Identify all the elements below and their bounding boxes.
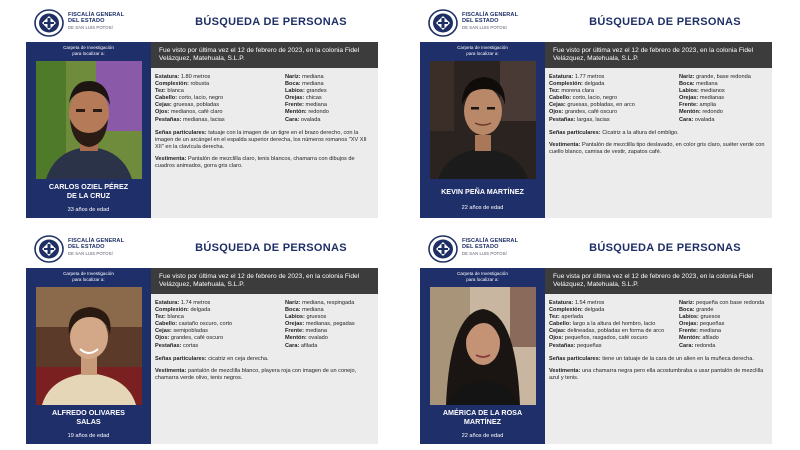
trait-value: 1.74 metros	[180, 300, 211, 306]
trait-label: Labios:	[285, 88, 305, 95]
trait-value: grandes, café oscuro	[170, 335, 224, 342]
trait-value: grande	[696, 307, 714, 314]
traits-right	[679, 74, 771, 124]
trait-label: Mentón:	[679, 335, 701, 342]
trait-menton	[679, 335, 771, 342]
card-header	[26, 232, 378, 266]
org-sub: DE SAN LUIS POTOSÍ	[462, 24, 507, 30]
trait-menton	[679, 109, 771, 116]
trait-cara	[285, 117, 377, 124]
trait-cejas	[549, 328, 677, 335]
org-line2: DEL ESTADO	[68, 244, 105, 251]
trait-value: corto, lacio, negro	[178, 95, 224, 102]
org-sub: DE SAN LUIS POTOSÍ	[68, 24, 113, 30]
person-photo	[430, 287, 536, 405]
last-seen-banner: Fue visto por última vez el 12 de febrero de 2023, en la colonia Fidel Velázquez, Matehuala, S.L.P.	[545, 42, 772, 68]
trait-label: Ojos:	[155, 335, 170, 342]
org-sub: DE SAN LUIS POTOSÍ	[462, 250, 507, 256]
trait-value: medianas, pegadas	[305, 321, 355, 328]
fiscalia-seal-icon	[34, 235, 64, 263]
trait-cabello	[155, 321, 283, 328]
trait-cejas	[155, 102, 283, 109]
trait-label: Orejas:	[679, 321, 699, 328]
trait-value: robusta	[190, 81, 210, 88]
trait-value: delineadas, pobladas en forma de arco	[567, 328, 665, 335]
trait-orejas	[679, 95, 771, 102]
senas-value: tatuaje con la imagen de un tigre en el brazo derecho, con la imagen de un arcángel en el espalda superior derecha, los números romanos "XV XII XII" en la clavícula derecha.	[155, 130, 367, 151]
description-panel	[151, 68, 378, 218]
trait-complexion	[549, 307, 677, 314]
trait-value: gruesas, pobladas	[173, 102, 220, 109]
trait-label: Cabello:	[155, 95, 178, 102]
trait-label: Nariz:	[679, 74, 695, 80]
clothing	[549, 142, 768, 156]
trait-label: Complexión:	[549, 307, 583, 314]
trait-value: largas, lacias	[577, 116, 610, 123]
vestimenta-value: Pantalón de mezclilla claro, tenis blancos, chamarra con dibujos de cuadros animados, gorra gris claro.	[155, 156, 355, 170]
trait-value: mediana	[302, 81, 324, 88]
identity-panel	[420, 42, 545, 218]
trait-value: medianos, café claro	[170, 109, 223, 116]
vestimenta-value: pantalón de mezclilla blanco, playera roja con imagen de un conejo, chamarra verde olivo, tenis negros.	[155, 368, 357, 382]
org-line1: FISCALÍA GENERAL	[462, 238, 519, 244]
trait-tez	[155, 314, 283, 321]
trait-value: grande, base redonda	[696, 74, 751, 80]
org-line2: DEL ESTADO	[68, 18, 105, 25]
identity-panel	[26, 42, 151, 218]
trait-label: Cara:	[679, 116, 694, 123]
trait-pestanas	[549, 117, 677, 124]
trait-label: Boca:	[679, 307, 695, 314]
org-name	[68, 12, 164, 31]
trait-label: Mentón:	[285, 109, 307, 116]
trait-ojos	[155, 335, 283, 342]
carpeta-line1: Carpeta de Investigación	[457, 271, 508, 276]
trait-label: Cabello:	[549, 321, 572, 328]
trait-label: Complexión:	[155, 307, 189, 314]
card-header	[420, 6, 772, 40]
trait-cabello	[549, 321, 677, 328]
person-name-line1: AMÉRICA DE LA ROSA	[442, 408, 523, 417]
traits-right	[285, 300, 377, 350]
fiscalia-seal-icon	[34, 9, 64, 37]
trait-value: medianos	[700, 88, 725, 95]
trait-estatura	[549, 300, 677, 307]
trait-pestanas	[155, 343, 283, 350]
trait-label: Orejas:	[679, 95, 699, 102]
card-title: BÚSQUEDA DE PERSONAS	[589, 242, 741, 254]
trait-label: Pestañas:	[155, 116, 182, 123]
trait-ojos	[155, 109, 283, 116]
trait-label: Complexión:	[549, 81, 583, 88]
person-name-line1: CARLOS OZIEL PÉREZ	[48, 182, 129, 191]
trait-value: largo a la altura del hombro, lacio	[572, 321, 656, 328]
trait-tez	[549, 88, 677, 95]
trait-label: Labios:	[679, 314, 699, 321]
carpeta-label	[26, 271, 151, 282]
trait-label: Frente:	[285, 328, 304, 335]
trait-label: Orejas:	[285, 95, 305, 102]
traits-left	[549, 300, 677, 350]
trait-label: Tez:	[549, 314, 560, 321]
distinguishing-marks	[549, 356, 768, 363]
trait-value: delgada	[584, 81, 605, 88]
vestimenta-label: Vestimenta:	[155, 368, 187, 374]
trait-label: Mentón:	[679, 109, 701, 116]
senas-value: Cicatriz a la altura del ombligo.	[602, 130, 679, 136]
trait-label: Tez:	[155, 314, 166, 321]
trait-label: Boca:	[285, 307, 301, 314]
trait-label: Tez:	[549, 88, 560, 95]
trait-estatura	[155, 300, 283, 307]
trait-menton	[285, 335, 377, 342]
trait-labios	[285, 314, 377, 321]
description-panel	[545, 294, 772, 444]
trait-value: mediana	[305, 102, 327, 109]
trait-value: mediana	[302, 307, 324, 314]
trait-label: Labios:	[679, 88, 699, 95]
trait-label: Estatura:	[155, 74, 180, 80]
org-sub: DE SAN LUIS POTOSÍ	[68, 250, 113, 256]
trait-value: redondo	[308, 109, 329, 116]
person-age: 33 años de edad	[67, 207, 110, 213]
trait-boca	[679, 81, 771, 88]
vestimenta-label: Vestimenta:	[549, 368, 581, 374]
trait-value: pequeñas	[699, 321, 725, 328]
missing-person-card	[26, 6, 378, 218]
trait-ojos	[549, 109, 677, 116]
org-name	[68, 238, 164, 257]
trait-value: cortas	[183, 342, 199, 349]
trait-pestanas	[549, 343, 677, 350]
trait-boca	[679, 307, 771, 314]
traits-left	[155, 300, 283, 350]
trait-frente	[285, 328, 377, 335]
card-header	[420, 232, 772, 266]
distinguishing-marks	[155, 356, 374, 363]
fiscalia-seal-icon	[428, 235, 458, 263]
org-line1: FISCALÍA GENERAL	[462, 12, 519, 18]
senas-label: Señas particulares:	[155, 130, 207, 136]
trait-label: Mentón:	[285, 335, 307, 342]
senas-label: Señas particulares:	[549, 130, 601, 136]
person-name-line2: SALAS	[76, 416, 101, 426]
identity-panel	[420, 268, 545, 444]
trait-label: Complexión:	[155, 81, 189, 88]
trait-label: Frente:	[679, 328, 698, 335]
trait-value: ovalada	[694, 116, 715, 123]
trait-menton	[285, 109, 377, 116]
trait-complexion	[155, 307, 283, 314]
trait-cara	[285, 343, 377, 350]
trait-complexion	[155, 81, 283, 88]
trait-value: amplia	[699, 102, 717, 109]
person-name	[28, 409, 149, 426]
person-name-line2: DE LA CRUZ	[66, 190, 111, 200]
trait-value: redondo	[702, 109, 723, 116]
trait-value: afilado	[702, 335, 719, 342]
trait-cejas	[155, 328, 283, 335]
trait-nariz	[285, 300, 377, 307]
distinguishing-marks	[549, 130, 768, 137]
trait-value: 1.80 metros	[180, 74, 211, 80]
trait-value: redonda	[694, 342, 716, 349]
trait-value: 1.54 metros	[574, 300, 605, 306]
trait-value: 1.77 metros	[574, 74, 605, 80]
trait-label: Nariz:	[285, 300, 301, 306]
last-seen-banner: Fue vista por última vez el 12 de febrero de 2023, en la colonia Fidel Velázquez, Matehuala, S.L.P.	[545, 268, 772, 294]
trait-tez	[155, 88, 283, 95]
last-seen-banner: Fue visto por última vez el 12 de febrero de 2023, en la colonia Fidel Velázquez, Matehuala, S.L.P.	[151, 268, 378, 294]
missing-person-card	[26, 232, 378, 444]
trait-label: Cara:	[679, 342, 694, 349]
card-title: BÚSQUEDA DE PERSONAS	[195, 16, 347, 28]
senas-label: Señas particulares:	[549, 356, 601, 362]
trait-value: gruesos	[306, 314, 327, 321]
org-name	[462, 12, 558, 31]
trait-orejas	[285, 95, 377, 102]
trait-value: medianas	[699, 95, 725, 102]
trait-value: pequeña con base redonda	[696, 300, 765, 306]
trait-label: Nariz:	[285, 74, 301, 80]
trait-label: Estatura:	[549, 74, 574, 80]
trait-label: Cabello:	[155, 321, 178, 328]
trait-label: Estatura:	[155, 300, 180, 306]
trait-value: semipobladas	[173, 328, 208, 335]
trait-value: mediana	[699, 328, 721, 335]
trait-value: gruesas, pobladas, en arco	[567, 102, 635, 109]
trait-cejas	[549, 102, 677, 109]
distinguishing-marks	[155, 130, 374, 151]
org-line2: DEL ESTADO	[462, 18, 499, 25]
person-photo	[430, 61, 536, 179]
trait-label: Cejas:	[155, 328, 172, 335]
trait-label: Tez:	[155, 88, 166, 95]
person-name-line2: MARTÍNEZ	[463, 416, 502, 426]
trait-label: Boca:	[285, 81, 301, 88]
trait-label: Cejas:	[155, 102, 172, 109]
trait-value: mediana, respingada	[302, 300, 355, 306]
description-panel	[545, 68, 772, 218]
trait-value: blanca	[167, 88, 184, 95]
description-panel	[151, 294, 378, 444]
trait-value: gruesos	[700, 314, 721, 321]
card-title: BÚSQUEDA DE PERSONAS	[589, 16, 741, 28]
trait-value: afilada	[300, 342, 318, 349]
traits-left	[549, 74, 677, 124]
trait-cabello	[155, 95, 283, 102]
trait-label: Frente:	[285, 102, 304, 109]
person-name	[422, 188, 543, 197]
card-title: BÚSQUEDA DE PERSONAS	[195, 242, 347, 254]
trait-boca	[285, 307, 377, 314]
trait-pestanas	[155, 117, 283, 124]
carpeta-line2: para localizar a:	[72, 50, 105, 56]
trait-label: Estatura:	[549, 300, 574, 306]
trait-value: aperlada	[561, 314, 584, 321]
trait-nariz	[679, 300, 771, 307]
card-header	[26, 6, 378, 40]
clothing	[549, 368, 768, 382]
trait-label: Labios:	[285, 314, 305, 321]
trait-value: pequeños, rasgados, café oscuro	[564, 335, 648, 342]
carpeta-label	[420, 45, 545, 56]
traits-right	[285, 74, 377, 124]
fiscalia-seal-icon	[428, 9, 458, 37]
trait-label: Cara:	[285, 342, 300, 349]
carpeta-line1: Carpeta de Investigación	[63, 271, 114, 276]
senas-label: Señas particulares:	[155, 356, 207, 362]
vestimenta-label: Vestimenta:	[155, 156, 187, 162]
trait-value: delgada	[190, 307, 211, 314]
trait-label: Nariz:	[679, 300, 695, 306]
senas-value: cicatriz en ceja derecha.	[208, 356, 269, 362]
trait-label: Cejas:	[549, 328, 566, 335]
trait-cara	[679, 343, 771, 350]
last-seen-banner: Fue visto por última vez el 12 de febrero de 2023, en la colonia Fidel Velázquez, Matehuala, S.L.P.	[151, 42, 378, 68]
person-photo	[36, 61, 142, 179]
person-name	[28, 183, 149, 200]
carpeta-line1: Carpeta de Investigación	[63, 45, 114, 50]
trait-label: Ojos:	[549, 335, 564, 342]
trait-labios	[285, 88, 377, 95]
trait-value: medianas, lacias	[183, 116, 225, 123]
carpeta-line1: Carpeta de Investigación	[457, 45, 508, 50]
person-name	[422, 409, 543, 426]
trait-label: Cejas:	[549, 102, 566, 109]
trait-label: Pestañas:	[155, 342, 182, 349]
trait-value: morena clara	[561, 88, 594, 95]
trait-nariz	[285, 74, 377, 81]
trait-cabello	[549, 95, 677, 102]
trait-orejas	[679, 321, 771, 328]
trait-value: chicas	[305, 95, 322, 102]
trait-label: Pestañas:	[549, 342, 576, 349]
trait-value: corto, lacio, negro	[572, 95, 618, 102]
org-line2: DEL ESTADO	[462, 244, 499, 251]
carpeta-line2: para localizar a:	[72, 276, 105, 282]
trait-tez	[549, 314, 677, 321]
trait-estatura	[155, 74, 283, 81]
trait-cara	[679, 117, 771, 124]
trait-value: mediana	[305, 328, 327, 335]
trait-value: mediana	[696, 81, 718, 88]
trait-value: castaño oscuro, corto	[178, 321, 233, 328]
org-line1: FISCALÍA GENERAL	[68, 12, 125, 18]
carpeta-line2: para localizar a:	[466, 50, 499, 56]
trait-value: ovalado	[308, 335, 328, 342]
clothing	[155, 156, 374, 170]
trait-labios	[679, 314, 771, 321]
trait-label: Ojos:	[549, 109, 564, 116]
trait-estatura	[549, 74, 677, 81]
carpeta-line2: para localizar a:	[466, 276, 499, 282]
senas-value: tiene un tatuaje de la cara de un alien en la muñeca derecha.	[602, 356, 754, 362]
traits-right	[679, 300, 771, 350]
trait-label: Cara:	[285, 116, 300, 123]
trait-value: delgada	[584, 307, 605, 314]
trait-frente	[679, 102, 771, 109]
trait-frente	[285, 102, 377, 109]
identity-panel	[26, 268, 151, 444]
trait-ojos	[549, 335, 677, 342]
trait-label: Cabello:	[549, 95, 572, 102]
carpeta-label	[26, 45, 151, 56]
trait-value: grandes	[306, 88, 327, 95]
person-age: 22 años de edad	[461, 205, 504, 211]
trait-orejas	[285, 321, 377, 328]
trait-complexion	[549, 81, 677, 88]
missing-person-card	[420, 232, 772, 444]
trait-value: ovalada	[300, 116, 321, 123]
clothing	[155, 368, 374, 382]
trait-value: grandes, café oscuro	[564, 109, 618, 116]
vestimenta-label: Vestimenta:	[549, 142, 581, 148]
missing-person-card	[420, 6, 772, 218]
trait-frente	[679, 328, 771, 335]
org-line1: FISCALÍA GENERAL	[68, 238, 125, 244]
person-photo	[36, 287, 142, 405]
trait-label: Frente:	[679, 102, 698, 109]
trait-label: Boca:	[679, 81, 695, 88]
trait-nariz	[679, 74, 771, 81]
trait-label: Pestañas:	[549, 116, 576, 123]
trait-label: Ojos:	[155, 109, 170, 116]
person-name-line1: KEVIN PEÑA MARTÍNEZ	[441, 187, 524, 196]
trait-value: mediana	[302, 74, 324, 80]
vestimenta-value: Pantalón de mezclilla tipo deslavado, en color gris claro, suéter verde con cuello blanco, camisa de vestir, zapatos café.	[549, 142, 765, 156]
vestimenta-value: una chamarra negra pero ella acostumbraba a usar pantalón de mezclilla azul y tenis.	[549, 368, 764, 382]
org-name	[462, 238, 558, 257]
trait-labios	[679, 88, 771, 95]
person-name-line1: ALFREDO OLIVARES	[52, 408, 125, 417]
trait-value: blanca	[167, 314, 184, 321]
traits-left	[155, 74, 283, 124]
person-age: 19 años de edad	[67, 433, 110, 439]
person-age: 22 años de edad	[461, 433, 504, 439]
carpeta-label	[420, 271, 545, 282]
trait-label: Orejas:	[285, 321, 305, 328]
trait-boca	[285, 81, 377, 88]
trait-value: pequeñas	[577, 342, 602, 349]
